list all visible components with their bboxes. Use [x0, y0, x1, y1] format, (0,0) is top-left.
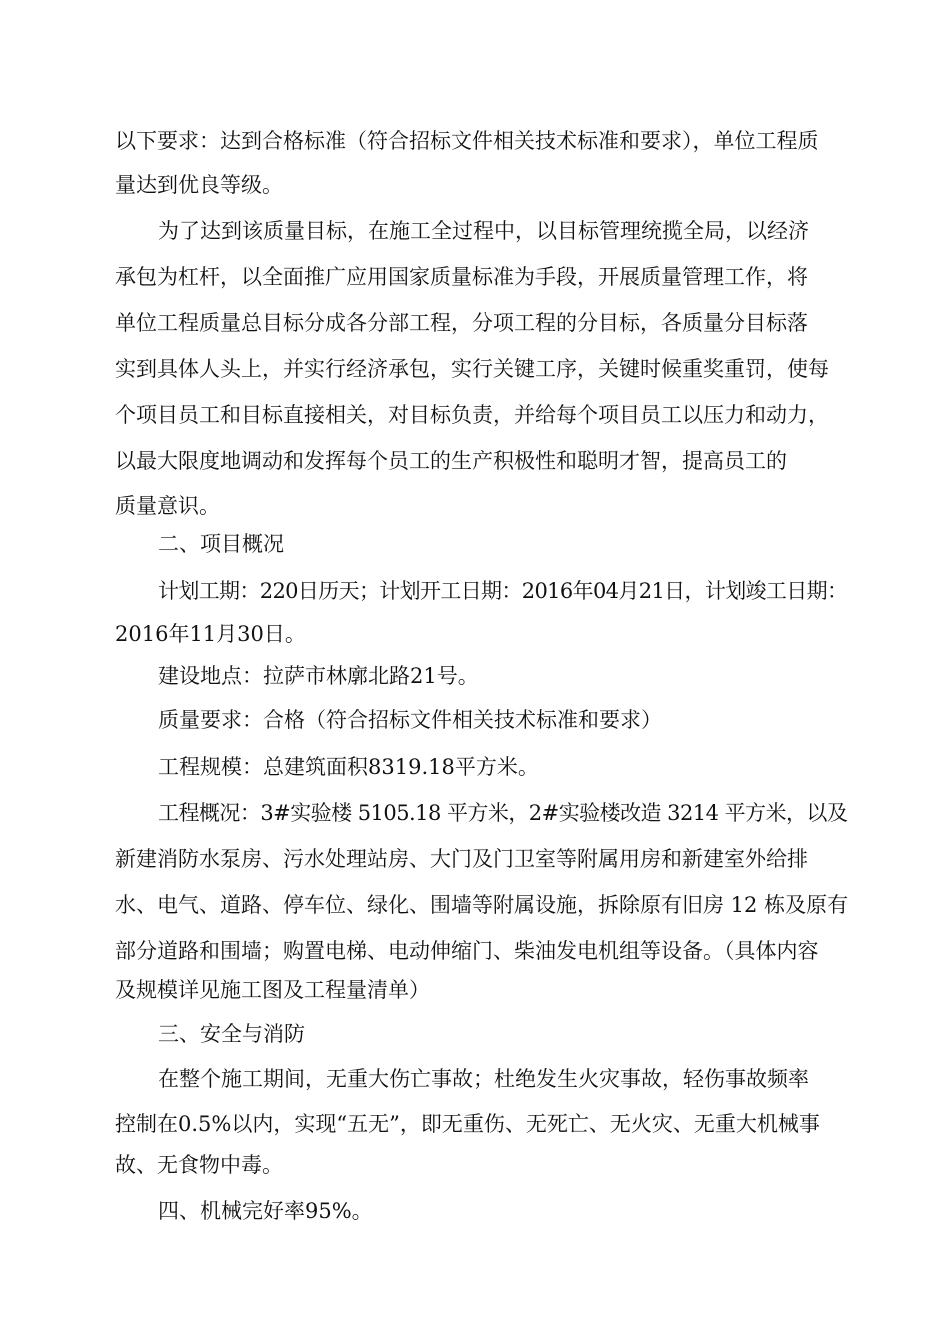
section-heading: 三、安全与消防	[158, 1022, 305, 1046]
paragraph-line: 承包为杠杆，以全面推广应用国家质量标准为手段，开展质量管理工作，将	[115, 265, 808, 289]
paragraph-line: 及规模详见施工图及工程量清单）	[115, 978, 430, 1002]
paragraph-line: 部分道路和围墙；购置电梯、电动伸缩门、柴油发电机组等设备。（具体内容	[115, 939, 819, 963]
paragraph-line: 2016年11月30日。	[115, 622, 306, 646]
paragraph-line: 单位工程质量总目标分成各分部工程，分项工程的分目标，各质量分目标落	[115, 311, 808, 335]
paragraph-line: 以最大限度地调动和发挥每个员工的生产积极性和聪明才智，提高员工的	[115, 449, 787, 473]
paragraph-line: 故、无食物中毒。	[115, 1153, 283, 1177]
paragraph-line: 控制在0.5%以内，实现“五无”，即无重伤、无死亡、无火灾、无重大机械事	[115, 1112, 820, 1136]
paragraph-line: 建设地点：拉萨市林廓北路21号。	[158, 664, 479, 688]
paragraph-line: 量达到优良等级。	[115, 173, 283, 197]
paragraph-line: 实到具体人头上，并实行经济承包，实行关键工序，关键时候重奖重罚，使每	[115, 357, 829, 381]
paragraph-line: 为了达到该质量目标，在施工全过程中，以目标管理统揽全局，以经济	[158, 219, 809, 243]
paragraph-line: 以下要求：达到合格标准（符合招标文件相关技术标准和要求），单位工程质	[115, 129, 819, 153]
section-heading: 四、机械完好率95%。	[158, 1199, 373, 1223]
paragraph-line: 计划工期：220日历天；计划开工日期：2016年04月21日，计划竣工日期：	[158, 579, 848, 603]
paragraph-line: 水、电气、道路、停车位、绿化、围墙等附属设施，拆除原有旧房 12 栋及原有	[115, 893, 849, 917]
paragraph-line: 在整个施工期间，无重大伤亡事故；杜绝发生火灾事故，轻伤事故频率	[158, 1067, 809, 1091]
paragraph-line: 质量要求：合格（符合招标文件相关技术标准和要求）	[158, 708, 662, 732]
paragraph-line: 质量意识。	[115, 494, 220, 518]
paragraph-line: 工程规模：总建筑面积8319.18平方米。	[158, 755, 539, 779]
paragraph-line: 个项目员工和目标直接相关，对目标负责，并给每个项目员工以压力和动力，	[115, 403, 829, 427]
paragraph-line: 工程概况：3#实验楼 5105.18 平方米，2#实验楼改造 3214 平方米，以及	[158, 801, 848, 825]
paragraph-line: 新建消防水泵房、污水处理站房、大门及门卫室等附属用房和新建室外给排	[115, 847, 808, 871]
section-heading: 二、项目概况	[158, 532, 284, 556]
